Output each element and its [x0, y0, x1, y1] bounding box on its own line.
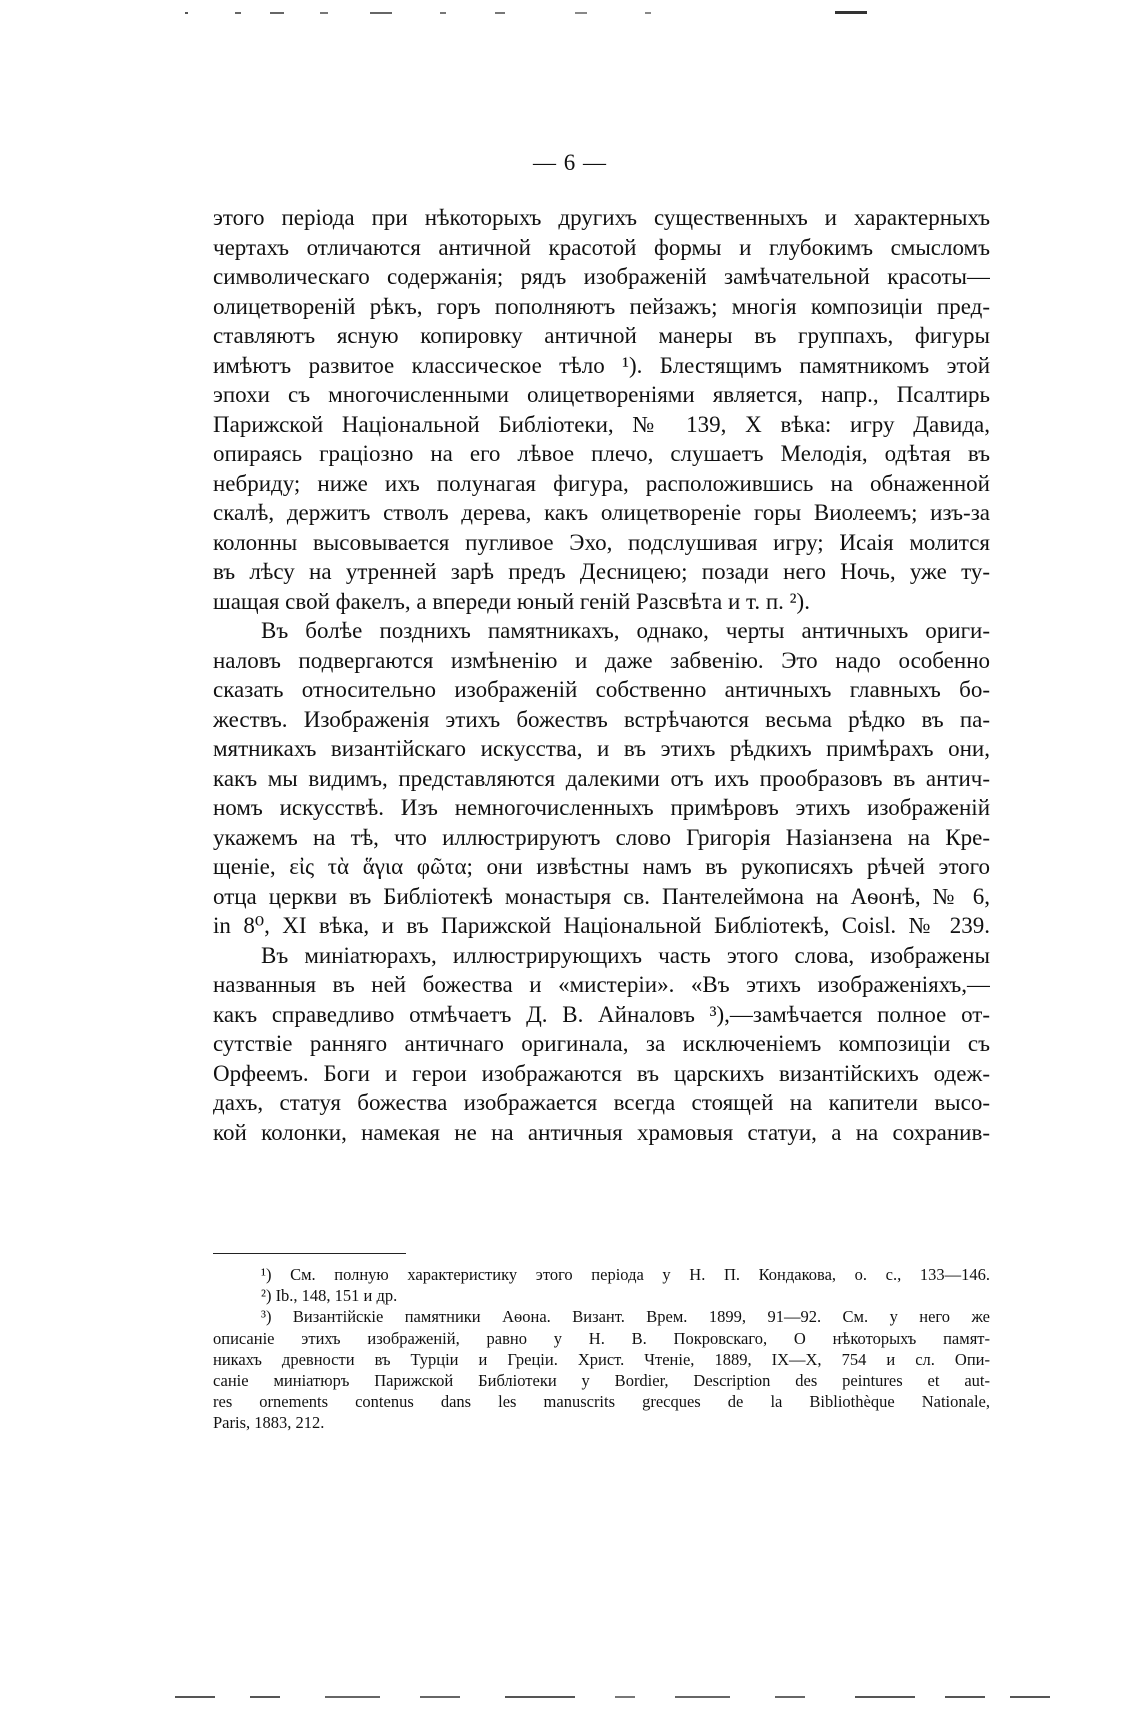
text-line: колонны высовывается пугливое Эхо, подслушивая игру; Исаія молится	[213, 529, 990, 555]
text-line: символическаго содержанія; рядъ изображеній замѣчательной красоты—	[213, 264, 990, 289]
text-line: укажемъ на тѣ, что иллюстрируютъ слово Григорія Назіанзена на Кре-	[213, 824, 990, 850]
text-line: названныя въ ней божества и «мистеріи». «Въ этихъ изображеніяхъ,—	[213, 972, 990, 997]
footnote-line: саніе миніатюръ Парижской Библіотеки у Bordier, Description des peintures et aut-	[213, 1370, 990, 1390]
text-line: чертахъ отличаются античной красотой формы и глубокимъ смысломъ	[213, 234, 990, 260]
text-line: какъ мы видимъ, представляются далекими отъ ихъ прообразовъ въ антич-	[213, 765, 990, 791]
text-line: номъ искусствѣ. Изъ немногочисленныхъ примѣровъ этихъ изображеній	[213, 795, 990, 820]
text-line: скалѣ, держитъ стволъ дерева, какъ олицетвореніе горы Виолеемъ; изъ-за	[213, 500, 990, 525]
text-line: in 8⁰, XI вѣка, и въ Парижской Національной Библіотекѣ, Coisl. № 239.	[213, 913, 990, 938]
text-line: мятникахъ византійскаго искусства, и въ этихъ рѣдкихъ примѣрахъ они,	[213, 736, 990, 761]
text-line: Въ миніатюрахъ, иллюстрирующихъ часть этого слова, изображены	[261, 942, 990, 968]
text-line: наловъ подвергаются измѣненію и даже забвенію. Это надо особенно	[213, 647, 990, 673]
text-line: сказать относительно изображеній собственно античныхъ главныхъ бо-	[213, 677, 990, 702]
text-line: опираясь граціозно на его лѣвое плечо, слушаетъ Мелодія, одѣтая въ	[213, 441, 990, 466]
footnote-line: ²) Ib., 148, 151 и др.	[261, 1286, 398, 1306]
text-line: какъ справедливо отмѣчаетъ Д. В. Айналовъ ³),—замѣчается полное от-	[213, 1001, 990, 1027]
main-text	[213, 203, 990, 1147]
text-line: эпохи съ многочисленными олицетвореніями является, напр., Псалтирь	[213, 382, 990, 407]
page-number: — 6 —	[533, 150, 607, 175]
footnote-line: ³) Византійскіе памятники Аѳона. Визант. Врем. 1899, 91—92. См. у него же	[261, 1307, 990, 1327]
text-line: жествъ. Изображенія этихъ божествъ встрѣчаются весьма рѣдко въ па-	[213, 706, 990, 732]
footnote-line: никахъ древности въ Турціи и Греціи. Христ. Чтеніе, 1889, IX—X, 754 и сл. Опи-	[213, 1349, 990, 1369]
text-line: Парижской Національной Библіотеки, № 139, X вѣка: игру Давида,	[213, 411, 990, 437]
text-line: дахъ, статуя божества изображается всегда стоящей на капители высо-	[213, 1090, 990, 1115]
footnote-line: ¹) См. полную характеристику этого періода у Н. П. Кондакова, о. с., 133—146.	[261, 1265, 990, 1284]
footnote-separator	[213, 1253, 406, 1254]
footnote-line: описаніе этихъ изображеній, равно у Н. В. Покровскаго, О нѣкоторыхъ памят-	[213, 1328, 990, 1348]
text-line: отца церкви въ Библіотекѣ монастыря св. Пантелеймона на Аѳонѣ, № 6,	[213, 883, 990, 909]
text-line: небриду; ниже ихъ полунагая фигура, расположившись на обнаженной	[213, 470, 990, 496]
text-line: Орфеемъ. Боги и герои изображаются въ царскихъ византійскихъ одеж-	[213, 1060, 990, 1086]
text-line: олицетвореній рѣкъ, горъ пополняютъ пейзажъ; многія композиціи пред-	[213, 293, 990, 319]
text-line: шащая свой факелъ, а впереди юный геній Разсвѣта и т. п. ²).	[213, 588, 810, 614]
text-line: ставляютъ ясную копировку античной манеры въ группахъ, фигуры	[213, 323, 990, 348]
text-line: имѣютъ развитое классическое тѣло ¹). Блестящимъ памятникомъ этой	[213, 352, 990, 378]
text-line: въ лѣсу на утренней зарѣ предъ Десницею; позади него Ночь, уже ту-	[213, 559, 990, 584]
text-line: щеніе, εἰς τὰ ἅγια φῶτα; они извѣстны намъ въ рукописяхъ рѣчей этого	[213, 854, 990, 879]
top-edge-scan-marks	[175, 10, 1055, 16]
text-line: сутствіе ранняго античнаго оригинала, за исключеніемъ композиціи съ	[213, 1031, 990, 1056]
footnotes	[213, 1264, 990, 1434]
footnote-line: res ornements contenus dans les manuscrits grecques de la Bibliothèque Nationale,	[213, 1392, 990, 1412]
text-line: этого періода при нѣкоторыхъ другихъ существенныхъ и характерныхъ	[213, 205, 990, 230]
text-line: кой колонки, намекая не на античныя храмовыя статуи, а на сохранив-	[213, 1119, 990, 1145]
text-line: Въ болѣе позднихъ памятникахъ, однако, черты античныхъ ориги-	[261, 618, 990, 643]
footnote-line: Paris, 1883, 212.	[213, 1413, 325, 1433]
bottom-edge-scan-marks	[175, 1694, 1055, 1700]
